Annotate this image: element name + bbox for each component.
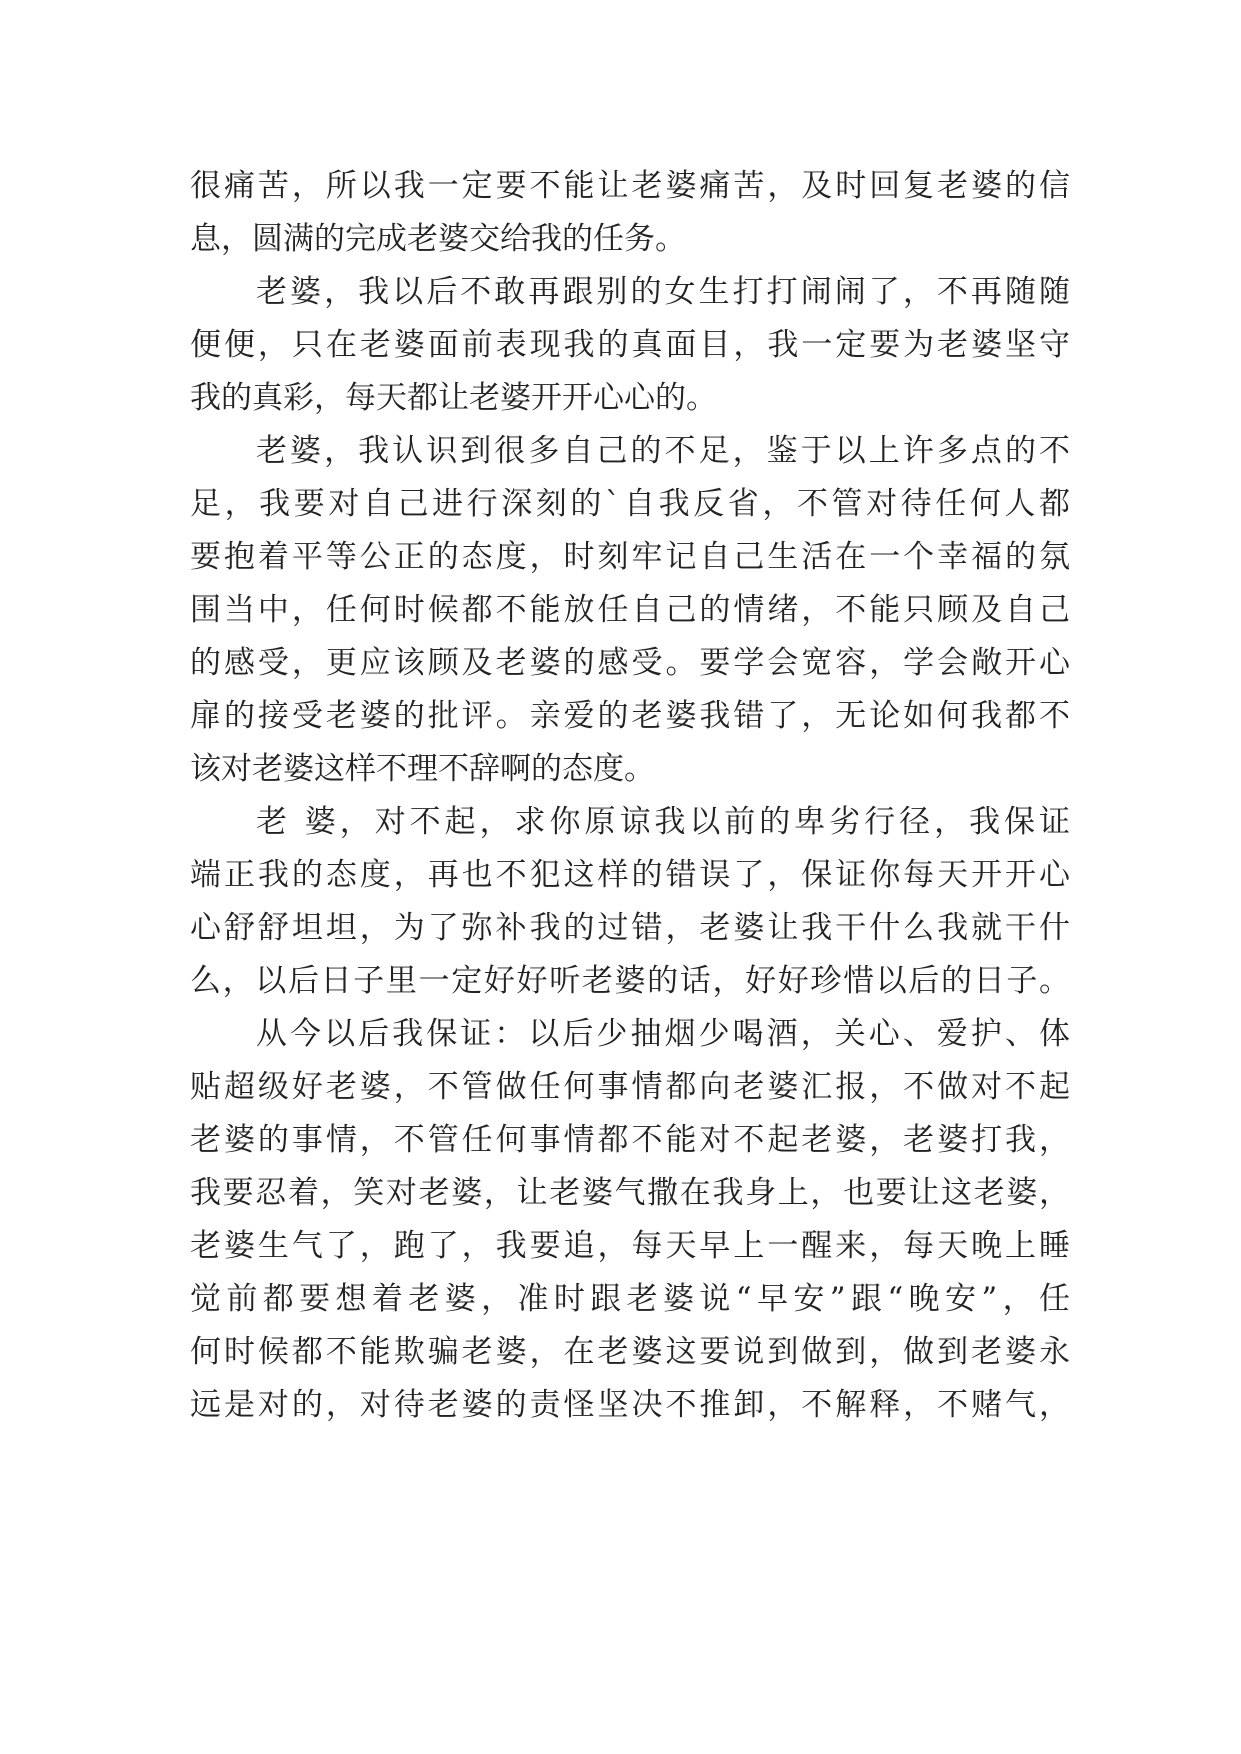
text-line: 围当中，任何时候都不能放任自己的情绪，不能只顾及自己 — [190, 592, 1070, 628]
text-line: 贴超级好老婆，不管做任何事情都向老婆汇报，不做对不起 — [190, 1069, 1070, 1105]
text-line: 老婆生气了，跑了，我要追，每天早上一醒来，每天晚上睡 — [190, 1228, 1070, 1264]
text-line: 便便，只在老婆面前表现我的真面目，我一定要为老婆坚守 — [190, 327, 1070, 363]
paragraph-first-line: 从今以后我保证：以后少抽烟少喝酒，关心、爱护、体 — [256, 1016, 1070, 1052]
text-line: 我要忍着，笑对老婆，让老婆气撒在我身上，也要让这老婆， — [190, 1175, 1070, 1211]
text-line: 我的真彩，每天都让老婆开开心心的。 — [190, 380, 717, 416]
text-line: 老婆的事情，不管任何事情都不能对不起老婆，老婆打我， — [190, 1122, 1070, 1158]
text-line: 该对老婆这样不理不辞啊的态度。 — [190, 751, 655, 787]
text-line: 远是对的，对待老婆的责怪坚决不推卸，不解释，不赌气， — [190, 1387, 1070, 1423]
text-line: 息，圆满的完成老婆交给我的任务。 — [190, 221, 686, 257]
text-line: 觉前都要想着老婆，准时跟老婆说“早安”跟“晚安”，任 — [190, 1281, 1070, 1317]
paragraph-first-line: 老婆，我以后不敢再跟别的女生打打闹闹了，不再随随 — [256, 274, 1070, 310]
text-line: 端正我的态度，再也不犯这样的错误了，保证你每天开开心 — [190, 857, 1070, 893]
body-text — [190, 160, 1070, 1432]
text-line: 的感受，更应该顾及老婆的感受。要学会宽容，学会敞开心 — [190, 645, 1070, 681]
text-line: 要抱着平等公正的态度，时刻牢记自己生活在一个幸福的氛 — [190, 539, 1070, 575]
text-line: 么，以后日子里一定好好听老婆的话，好好珍惜以后的日子。 — [190, 963, 1070, 999]
text-line: 心舒舒坦坦，为了弥补我的过错，老婆让我干什么我就干什 — [190, 910, 1070, 946]
text-line: 扉的接受老婆的批评。亲爱的老婆我错了，无论如何我都不 — [190, 698, 1070, 734]
paragraph-first-line: 老婆，我认识到很多自己的不足，鉴于以上许多点的不 — [256, 433, 1070, 469]
text-line: 足，我要对自己进行深刻的`自我反省，不管对待任何人都 — [190, 486, 1070, 522]
text-line: 何时候都不能欺骗老婆，在老婆这要说到做到，做到老婆永 — [190, 1334, 1070, 1370]
text-line: 很痛苦，所以我一定要不能让老婆痛苦，及时回复老婆的信 — [190, 168, 1070, 204]
paragraph-first-line: 老 婆，对不起，求你原谅我以前的卑劣行径，我保证 — [256, 804, 1070, 840]
